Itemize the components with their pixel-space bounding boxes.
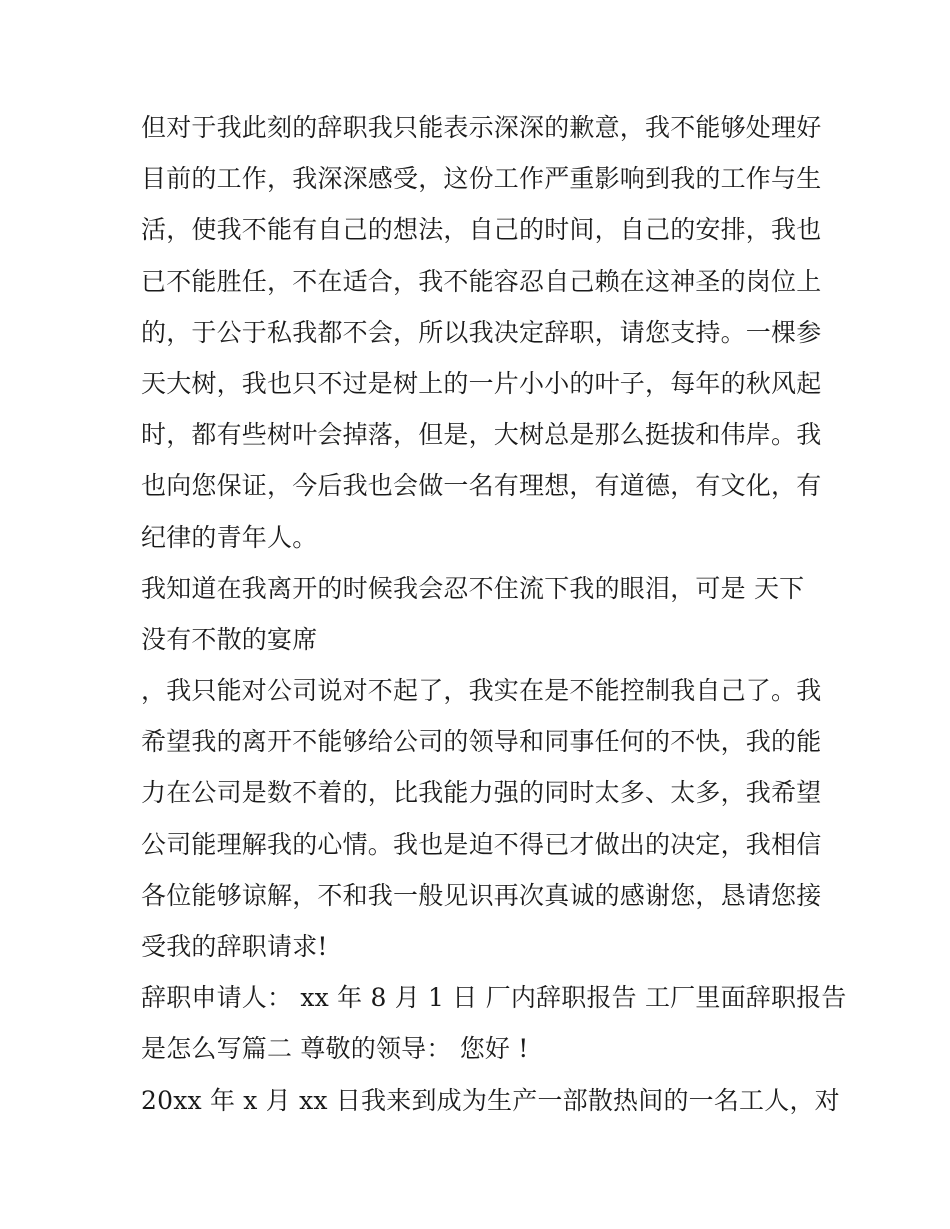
text-line: 公司能理解我的心情。我也是迫不得已才做出的决定，我相信 — [141, 829, 822, 859]
text-line: 是怎么写篇二 尊敬的领导： 您好 ! — [141, 1034, 529, 1064]
text-line: 但对于我此刻的辞职我只能表示深深的歉意，我不能够处理好 — [141, 113, 822, 142]
text-line: 各位能够谅解，不和我一般见识再次真诚的感谢您，恳请您接 — [141, 880, 822, 910]
text-line: 目前的工作，我深深感受，这份工作严重影响到我的工作与生 — [141, 164, 822, 194]
text-line: 的，于公于私我都不会，所以我决定辞职，请您支持。一棵参 — [141, 317, 822, 347]
text-line: 时，都有些树叶会掉落，但是，大树总是那么挺拔和伟岸。我 — [141, 420, 822, 450]
text-line: 天大树，我也只不过是树上的一片小小的叶子，每年的秋风起 — [141, 368, 822, 398]
text-line: 活，使我不能有自己的想法，自己的时间，自己的安排，我也 — [141, 215, 822, 245]
text-line: 没有不散的宴席 — [141, 624, 318, 654]
text-line: 力在公司是数不着的，比我能力强的同时太多、太多，我希望 — [141, 778, 822, 808]
text-line: 希望我的离开不能够给公司的领导和同事任何的不快，我的能 — [141, 727, 822, 757]
text-line: 也向您保证，今后我也会做一名有理想，有道德，有文化，有 — [141, 471, 822, 501]
text-line: 已不能胜任，不在适合，我不能容忍自己赖在这神圣的岗位上 — [141, 266, 822, 296]
document-body — [141, 102, 847, 1126]
text-line: 受我的辞职请求! — [141, 932, 328, 961]
text-line: 我知道在我离开的时候我会忍不住流下我的眼泪，可是 天下 — [141, 573, 805, 603]
signature-line: 辞职申请人： xx 年 8 月 1 日 厂内辞职报告 工厂里面辞职报告 — [141, 983, 847, 1013]
text-line: 20xx 年 x 月 xx 日我来到成为生产一部散热间的一名工人，对 — [141, 1085, 840, 1115]
text-line: 纪律的青年人。 — [141, 522, 318, 552]
text-line: ，我只能对公司说对不起了，我实在是不能控制我自己了。我 — [141, 676, 822, 706]
